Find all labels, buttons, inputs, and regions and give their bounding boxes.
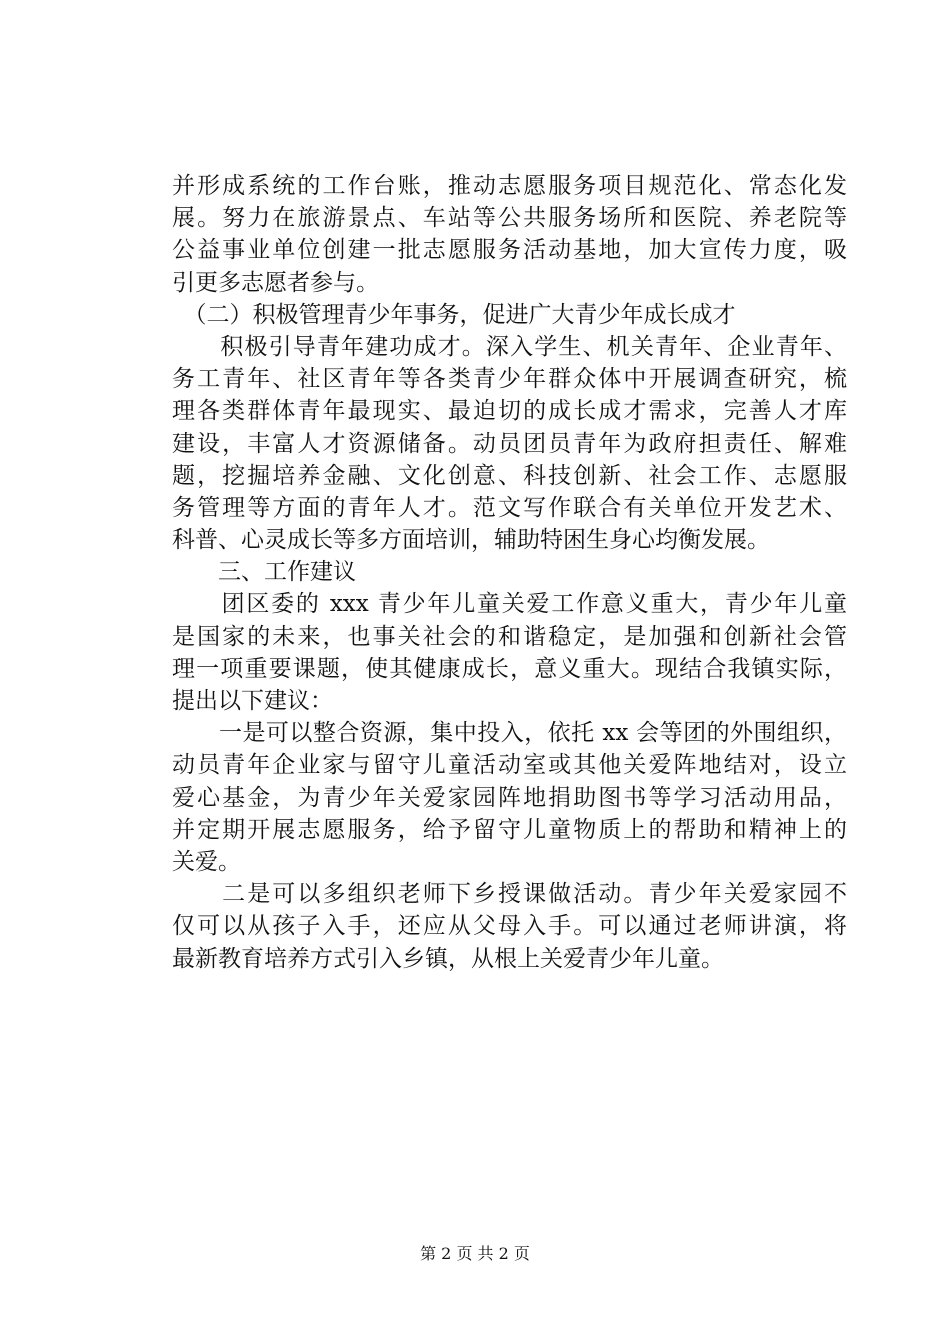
body-line-4: 引更多志愿者参与。 xyxy=(172,269,379,296)
body-line-17: 提出以下建议： xyxy=(172,688,333,714)
body-line-21: 并定期开展志愿服务，给予留守儿童物质上的帮助和精神上的 xyxy=(172,816,847,843)
body-line-25: 最新教育培养方式引入乡镇，从根上关爱青少年儿童。 xyxy=(172,945,724,972)
body-line-12: 科普、心灵成长等多方面培训，辅助特困生身心均衡发展。 xyxy=(172,527,770,554)
body-line-23: 二是可以多组织老师下乡授课做活动。青少年关爱家园不 xyxy=(172,881,847,908)
body-line-7: 务工青年、社区青年等各类青少年群众体中开展调查研究，梳 xyxy=(172,366,847,393)
body-line-3: 公益事业单位创建一批志愿服务活动基地，加大宣传力度，吸 xyxy=(172,237,847,264)
body-line-22: 关爱。 xyxy=(172,848,241,875)
section-heading-3: 三、工作建议 xyxy=(172,559,356,586)
section-heading-2: （二）积极管理青少年事务，促进广大青少年成长成才 xyxy=(172,301,736,328)
body-line-9: 建设，丰富人才资源储备。动员团员青年为政府担责任、解难 xyxy=(172,430,847,457)
page-footer xyxy=(0,1244,950,1264)
body-line-1: 并形成系统的工作台账，推动志愿服务项目规范化、常态化发 xyxy=(172,173,847,199)
body-line-2: 展。努力在旅游景点、车站等公共服务场所和医院、养老院等 xyxy=(172,205,847,232)
body-line-24: 仅可以从孩子入手，还应从父母入手。可以通过老师讲演，将 xyxy=(172,913,847,940)
body-line-8: 理各类群体青年最现实、最迫切的成长成才需求，完善人才库 xyxy=(172,398,847,425)
body-line-14: 团区委的 xxx 青少年儿童关爱工作意义重大，青少年儿童 xyxy=(172,591,847,618)
body-line-11: 务管理等方面的青年人才。范文写作联合有关单位开发艺术、 xyxy=(172,494,847,521)
document-body xyxy=(172,170,847,975)
page-number-label: 第 2 页 共 2 页 xyxy=(420,1244,530,1263)
body-line-20: 爱心基金，为青少年关爱家园阵地捐助图书等学习活动用品， xyxy=(172,784,847,811)
body-line-18: 一是可以整合资源，集中投入，依托 xx 会等团的外围组织， xyxy=(172,720,847,747)
body-line-15: 是国家的未来，也事关社会的和谐稳定，是加强和创新社会管 xyxy=(172,623,847,650)
body-line-10: 题，挖掘培养金融、文化创意、科技创新、社会工作、志愿服 xyxy=(172,462,847,489)
body-line-19: 动员青年企业家与留守儿童活动室或其他关爱阵地结对，设立 xyxy=(172,752,847,779)
body-line-16: 理一项重要课题，使其健康成长，意义重大。现结合我镇实际， xyxy=(172,655,847,682)
body-line-6: 积极引导青年建功成才。深入学生、机关青年、企业青年、 xyxy=(172,333,847,360)
